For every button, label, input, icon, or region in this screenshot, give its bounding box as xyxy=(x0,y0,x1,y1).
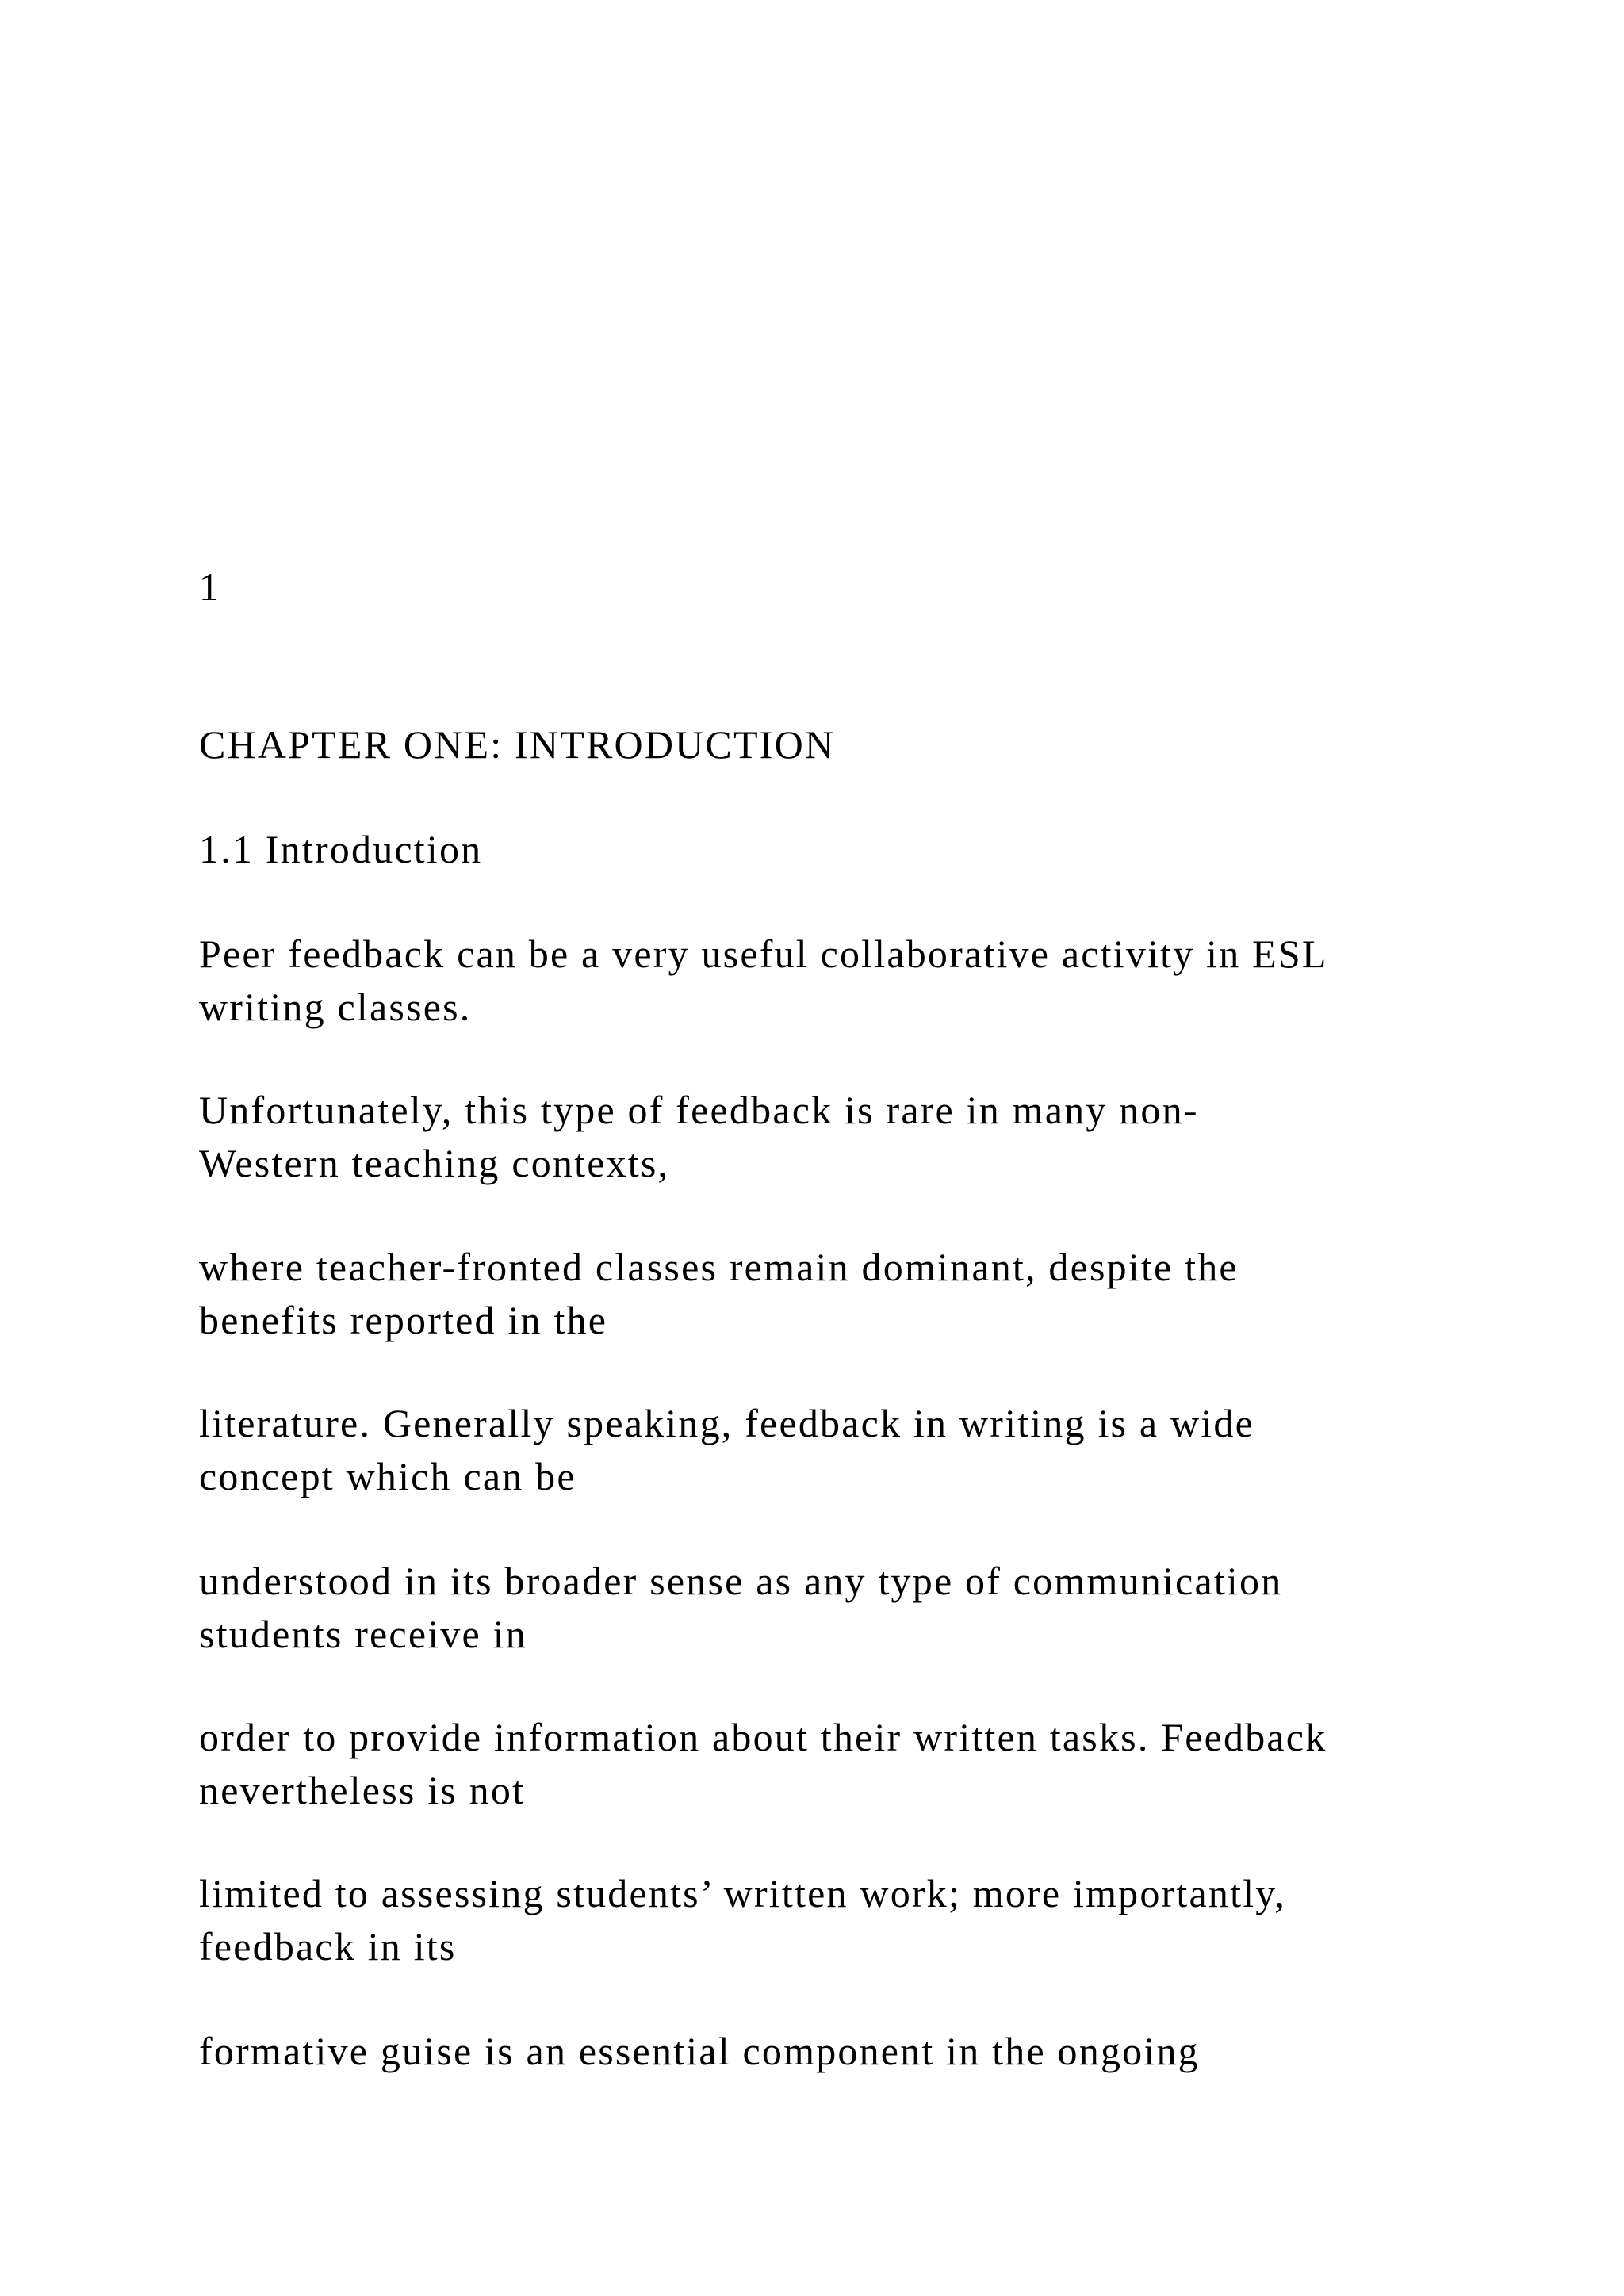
paragraph-line: formative guise is an essential component in the ongoing xyxy=(199,2029,1200,2073)
paragraph-line: understood in its broader sense as any type of communication xyxy=(199,1559,1283,1603)
section-heading: 1.1 Introduction xyxy=(199,827,483,871)
paragraph-line: where teacher-fronted classes remain dominant, despite the xyxy=(199,1245,1239,1289)
paragraph-line: order to provide information about their written tasks. Feedback xyxy=(199,1715,1327,1759)
paragraph-line: benefits reported in the xyxy=(199,1298,608,1342)
page-number: 1 xyxy=(199,564,221,609)
paragraph-line: nevertheless is not xyxy=(199,1768,526,1812)
paragraph-line: literature. Generally speaking, feedback in writing is a wide xyxy=(199,1401,1254,1445)
paragraph-line: students receive in xyxy=(199,1612,527,1656)
paragraph-line: feedback in its xyxy=(199,1924,457,1969)
paragraph-line: writing classes. xyxy=(199,985,472,1029)
chapter-title: CHAPTER ONE: INTRODUCTION xyxy=(199,722,836,767)
paragraph-line: Unfortunately, this type of feedback is rare in many non- xyxy=(199,1088,1199,1132)
paragraph-line: concept which can be xyxy=(199,1454,576,1498)
paragraph-line: Peer feedback can be a very useful collaborative activity in ESL xyxy=(199,932,1328,976)
paragraph-line: Western teaching contexts, xyxy=(199,1141,670,1185)
paragraph-line: limited to assessing students’ written work; more importantly, xyxy=(199,1871,1286,1915)
